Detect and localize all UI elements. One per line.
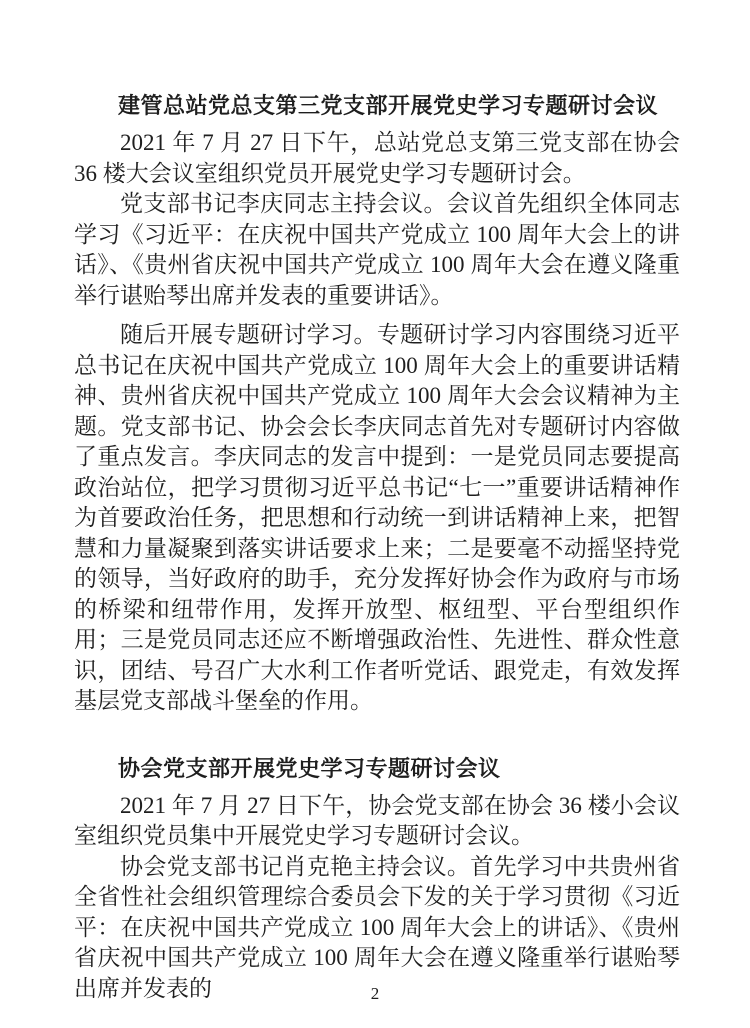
page-footer <box>0 984 750 1004</box>
paragraph: 协会党支部书记肖克艳主持会议。首先学习中共贵州省全省性社会组织管理综合委员会下发的关于学习贯彻《习近平：在庆祝中国共产党成立 100 周年大会上的讲话》、《贵州省庆祝中国共产党成立 100 周年大会在遵义隆重举行谌贻琴出席并发表的 <box>74 853 680 1001</box>
section-title: 建管总站党总支第三党支部开展党史学习专题研讨会议 <box>118 93 659 118</box>
section-association-study-meeting <box>74 753 680 1005</box>
paragraph: 随后开展专题研讨学习。专题研讨学习内容围绕习近平总书记在庆祝中国共产党成立 100 周年大会上的重要讲话精神、贵州省庆祝中国共产党成立 100 周年大会会议精神为主题。党支部书记、协会会长李庆同志首先对专题研讨内容做了重点发言。李庆同志的发言中提到：一是党员同志要提高政治站位，把学习贯彻习近平总书记“七一”重要讲话精神作为首要政治任务，把思想和行动统一到讲话精神上来，把智慧和力量凝聚到落实讲话要求上来；二是要毫不动摇坚持党的领导，当好政府的助手，充分发挥好协会作为政府与市场的桥梁和纽带作用，发挥开放型、枢纽型、平台型组织作用；三是党员同志还应不断增强政治性、先进性、群众性意识，团结、号召广大水利工作者听党话、跟党走，有效发挥基层党支部战斗堡垒的作用。 <box>74 322 680 713</box>
section-branch-study-meeting <box>74 90 680 717</box>
document-content <box>74 90 680 1004</box>
paragraph: 2021 年 7 月 27 日下午，协会党支部在协会 36 楼小会议室组织党员集中开展党史学习专题研讨会议。 <box>74 792 680 848</box>
paragraph: 党支部书记李庆同志主持会议。会议首先组织全体同志学习《习近平：在庆祝中国共产党成立 100 周年大会上的讲话》、《贵州省庆祝中国共产党成立 100 周年大会在遵义隆重举行谌贻琴出席并发表的重要讲话》。 <box>74 191 680 308</box>
page-number: 2 <box>370 984 380 1003</box>
section-title: 协会党支部开展党史学习专题研讨会议 <box>118 755 501 781</box>
paragraph: 2021 年 7 月 27 日下午，总站党总支第三党支部在协会 36 楼大会议室组织党员开展党史学习专题研讨会。 <box>74 130 680 186</box>
